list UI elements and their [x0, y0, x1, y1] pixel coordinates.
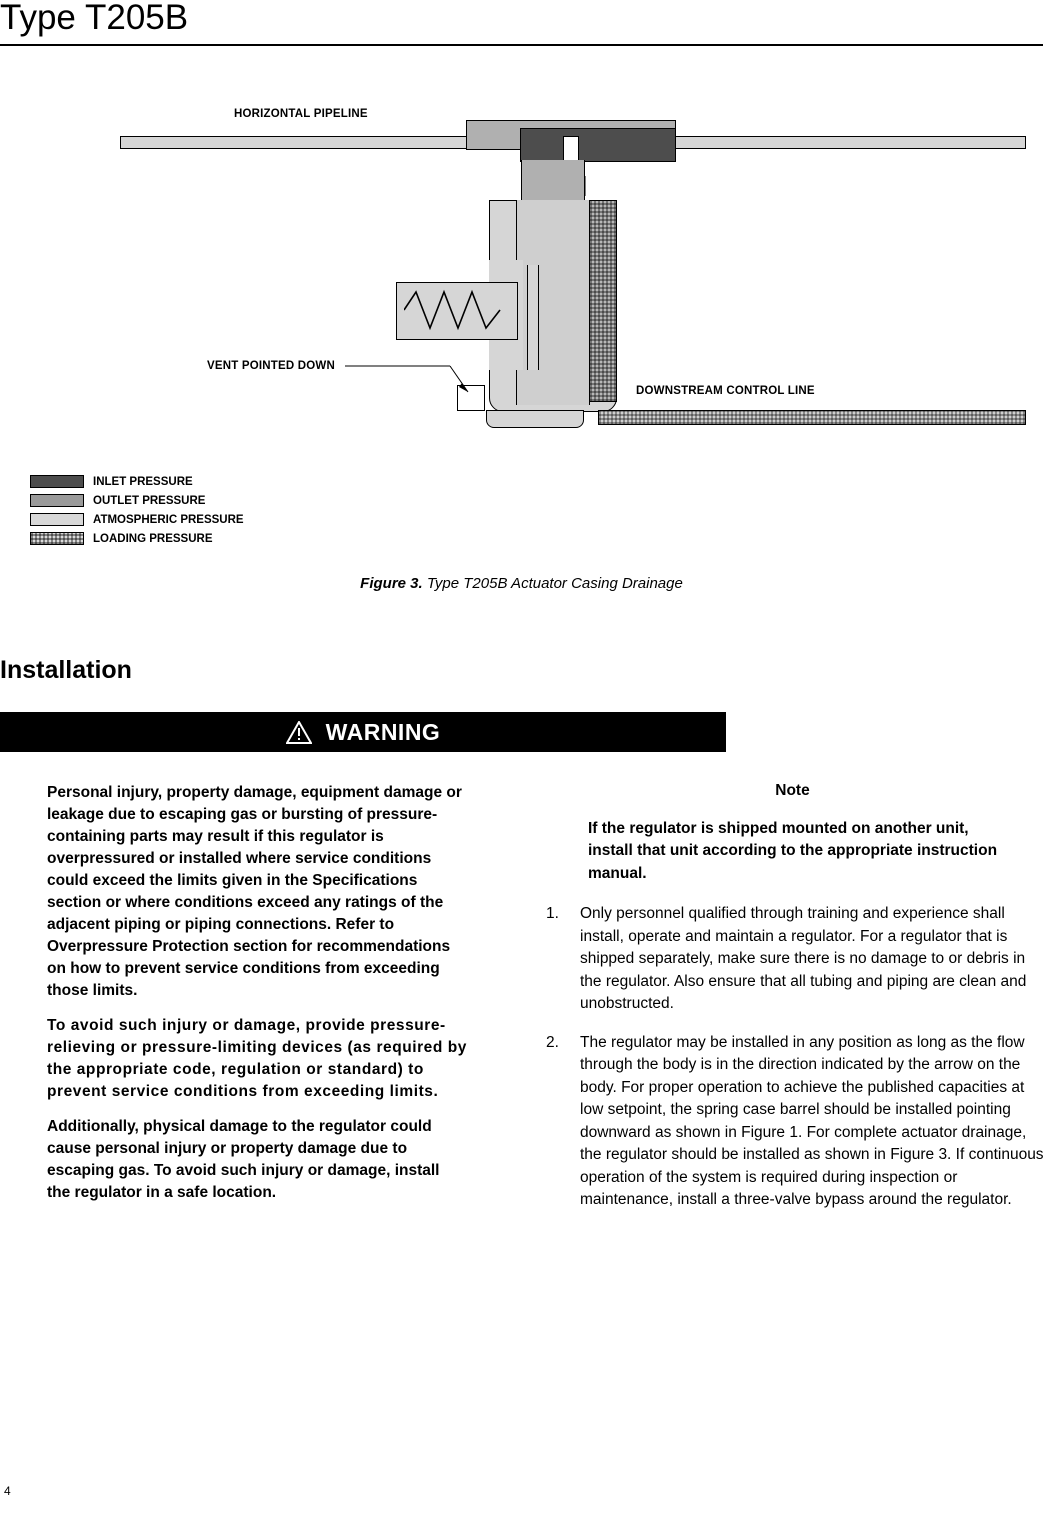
callout-horizontal-pipeline: HORIZONTAL PIPELINE [234, 108, 368, 120]
page-title: Type T205B [0, 0, 189, 37]
legend-item [30, 491, 244, 510]
warning-paragraph-1: Personal injury, property damage, equipment damage or leakage due to escaping gas or bursting of pressure-containing parts may result if this regulator is overpressured or installed where service conditions could exceed the limits given in the Specifications section or where conditions exceed any ratings of the adjacent piping or piping connections. Refer to Overpressure Protection section for recommendations on how to prevent service conditions from exceeding those limits. [47, 784, 462, 999]
note-title: Note [775, 782, 810, 799]
warning-label: WARNING [325, 718, 441, 745]
warning-paragraph-2: To avoid such injury or damage, provide pressure-relieving or pressure-limiting devices (as required by the appropriate code, regulation or standard) to prevent service conditions from exceeding limits. [47, 1017, 467, 1100]
step-text: Only personnel qualified through training and experience shall install, operate and maintain a regulator. For a regulator that is shipped separately, make sure there is no damage to or debris in the regulator. Also ensure that all tubing and piping are clean and unobstructed. [580, 905, 1027, 1013]
legend-label-atmospheric: ATMOSPHERIC PRESSURE [93, 513, 244, 526]
warning-text-column [47, 782, 467, 1217]
legend-label-loading: LOADING PRESSURE [93, 532, 213, 545]
legend-item [30, 472, 244, 491]
note-body: If the regulator is shipped mounted on another unit, install that unit according to the appropriate instruction manual. [588, 820, 998, 882]
title-divider [0, 44, 1043, 46]
figure-caption [0, 575, 1043, 592]
section-heading-installation: Installation [0, 656, 132, 684]
installation-step-2 [540, 1032, 1045, 1212]
figure-legend [30, 472, 244, 548]
warning-banner [0, 712, 726, 752]
legend-swatch-atmospheric [30, 513, 84, 526]
legend-label-outlet: OUTLET PRESSURE [93, 494, 206, 507]
legend-swatch-loading [30, 532, 84, 545]
figure-3 [0, 60, 1051, 592]
step-number: 1. [546, 905, 559, 923]
step-number: 2. [546, 1033, 559, 1051]
legend-label-inlet: INLET PRESSURE [93, 475, 193, 488]
legend-item [30, 529, 244, 548]
warning-triangle-icon [286, 721, 312, 744]
installation-steps-column [540, 782, 1045, 1228]
installation-step-1 [540, 903, 1045, 1015]
page-number: 4 [4, 1484, 11, 1498]
callout-downstream-control-line: DOWNSTREAM CONTROL LINE [636, 385, 815, 397]
figure-caption-label: Figure 3. [360, 575, 423, 592]
step-text: The regulator may be installed in any position as long as the flow through the body is in the direction indicated by the arrow on the body. For proper operation to achieve the published capacities at low setpoint, the spring case barrel should be installed pointing downward as shown in Figure 1. For complete actuator drainage, the regulator should be installed as shown in Figure 3. If continuous operation of the system is required during inspection or maintenance, install a three-valve bypass around the regulator. [580, 1033, 1044, 1209]
warning-paragraph-3: Additionally, physical damage to the regulator could cause personal injury or property damage due to escaping gas. To avoid such injury or damage, install the regulator in a safe location. [47, 1118, 440, 1201]
figure-caption-text: Type T205B Actuator Casing Drainage [422, 575, 683, 592]
legend-swatch-outlet [30, 494, 84, 507]
legend-item [30, 510, 244, 529]
callout-vent-pointed-down: VENT POINTED DOWN [207, 360, 335, 372]
legend-swatch-inlet [30, 475, 84, 488]
